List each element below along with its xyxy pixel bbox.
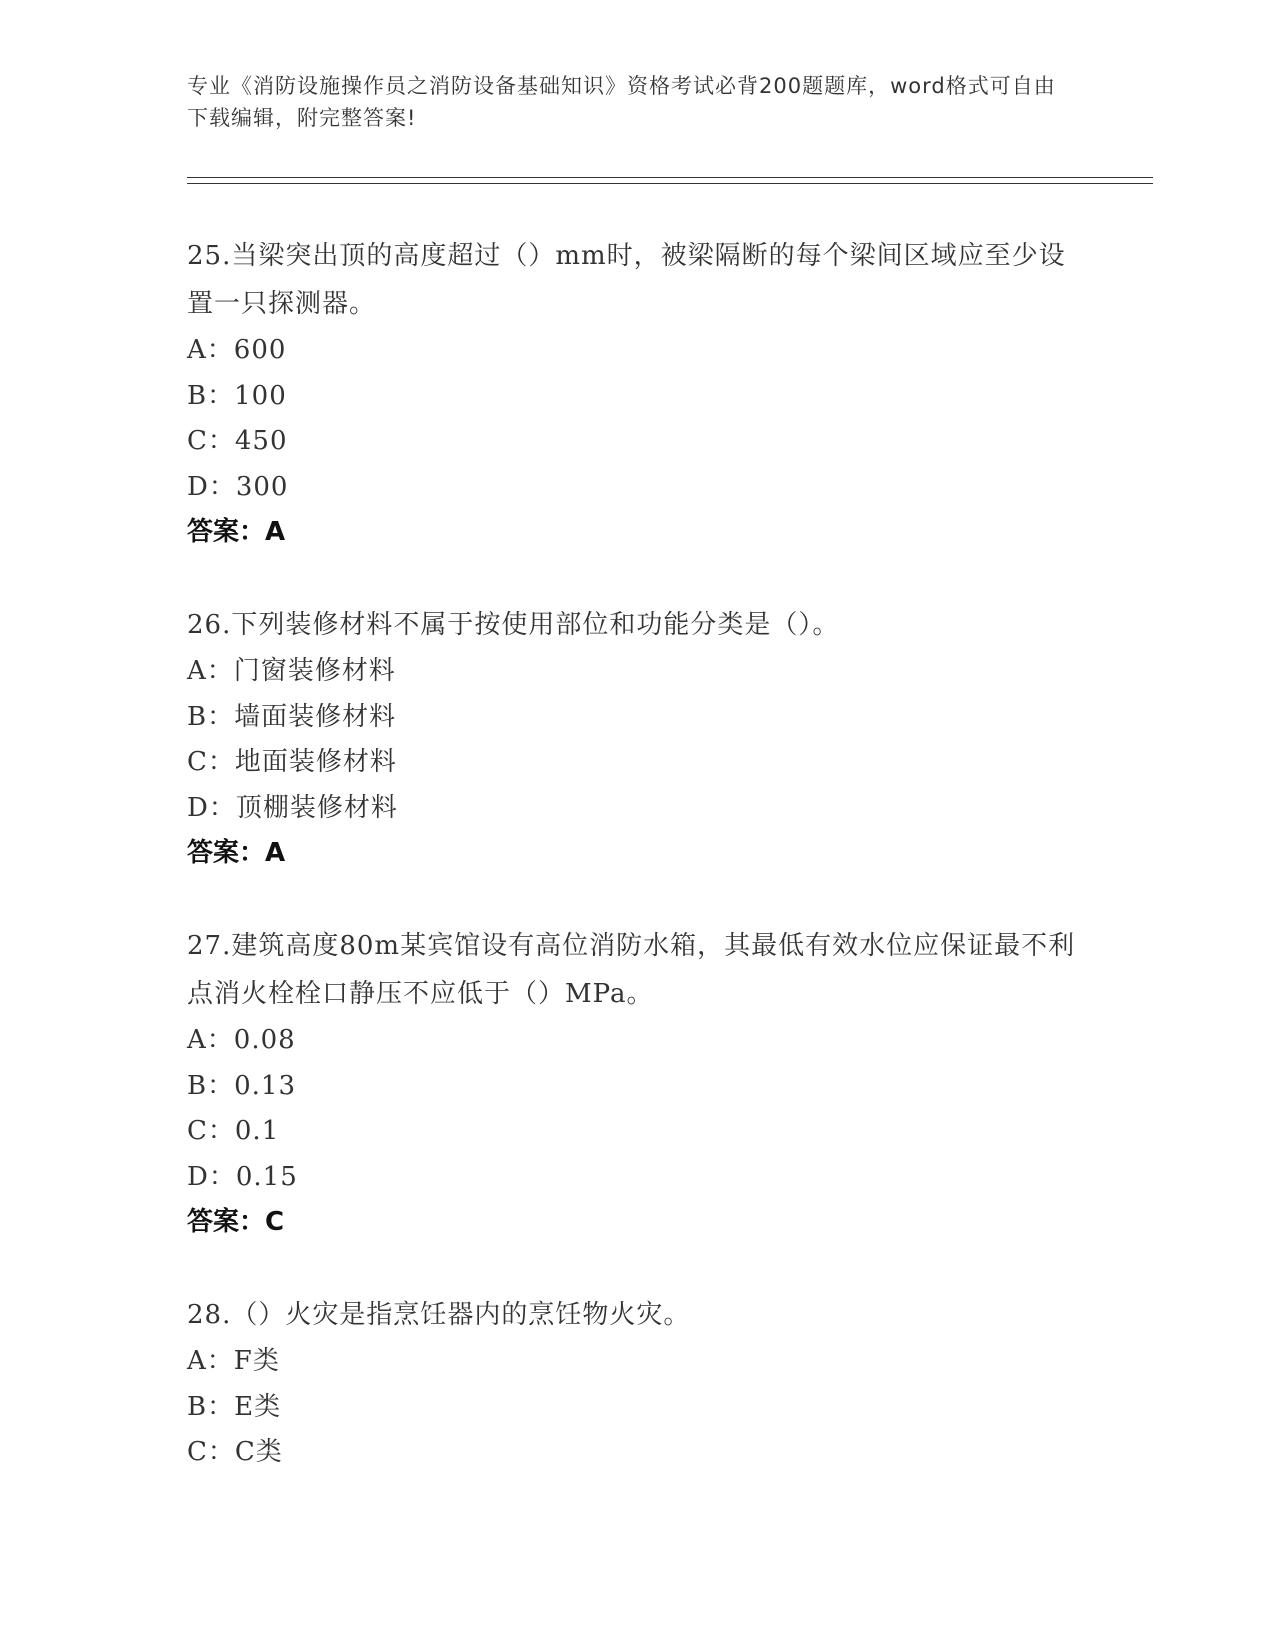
- option-b: B：E类: [187, 1391, 282, 1422]
- question-stem: 28.（）火灾是指烹饪器内的烹饪物火灾。: [187, 1300, 691, 1330]
- option-d: D：顶棚装修材料: [187, 792, 398, 823]
- option-c: C：0.1: [187, 1116, 280, 1146]
- answer-line: 答案：A: [187, 838, 286, 868]
- question-28: [187, 1291, 1087, 1476]
- option-a: A：F类: [187, 1346, 280, 1376]
- option-d: D：0.15: [187, 1161, 298, 1192]
- option-c: C：地面装修材料: [187, 747, 397, 777]
- question-26: [187, 601, 1087, 876]
- option-b: B：0.13: [187, 1070, 296, 1101]
- option-d: D：300: [187, 471, 289, 502]
- document-header: 专业《消防设施操作员之消防设备基础知识》资格考试必背200题题库，word格式可自由下载编辑，附完整答案!: [187, 74, 1056, 130]
- option-b: B：墙面装修材料: [187, 701, 397, 732]
- option-c: C：C类: [187, 1437, 283, 1467]
- question-stem: 25.当梁突出顶的高度超过（）mm时，被梁隔断的每个梁间区域应至少设置一只探测器。: [187, 241, 1066, 319]
- option-a: A：0.08: [187, 1025, 296, 1055]
- option-a: A：600: [187, 335, 287, 365]
- answer-line: 答案：A: [187, 517, 286, 547]
- question-stem: 26.下列装修材料不属于按使用部位和功能分类是（）。: [187, 610, 840, 640]
- question-27: [187, 922, 1087, 1245]
- answer-line: 答案：C: [187, 1207, 285, 1237]
- question-25: [187, 232, 1087, 555]
- header-divider-bottom: [187, 183, 1153, 184]
- option-a: A：门窗装修材料: [187, 656, 396, 686]
- header-divider-top: [187, 177, 1153, 178]
- option-c: C：450: [187, 426, 288, 456]
- option-b: B：100: [187, 380, 287, 411]
- question-list: [187, 232, 1087, 1522]
- question-stem: 27.建筑高度80m某宾馆设有高位消防水箱，其最低有效水位应保证最不利点消火栓栓口静压不应低于（）MPa。: [187, 931, 1076, 1009]
